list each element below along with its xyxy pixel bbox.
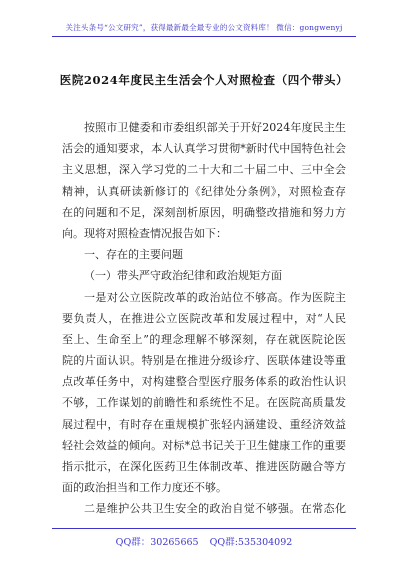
document-title: 医院2024年度民主生活会个人对照检查（四个带头） xyxy=(59,73,349,87)
footer-note xyxy=(0,534,408,548)
document-body xyxy=(62,117,346,520)
paragraph-line: 一是对公立医院改革的政治站位不够高。作为医院主 xyxy=(84,290,346,304)
paragraph-line: 按照市卫健委和市委组织部关于开好2024年度民主生 xyxy=(84,121,346,134)
paragraph-line: 点改革任务中，对构建整合型医疗服务体系的政治性认识 xyxy=(62,375,346,389)
section-heading: 一、存在的主要问题 xyxy=(84,248,183,262)
paragraph-line: 指示批示，在深化医药卫生体制改革、推进医防融合等方 xyxy=(62,460,346,473)
paragraph-line: 院的片面认识。特别是在推进分级诊疗、医联体建设等重 xyxy=(62,354,346,368)
header-divider xyxy=(52,36,356,37)
subsection-heading: （一）带头严守政治纪律和政治规矩方面 xyxy=(84,269,282,283)
paragraph-line: 精神，认真研读新修订的《纪律处分条例》，对照检查存 xyxy=(62,184,346,198)
qq-group-1: QQ群：30265665 xyxy=(115,537,199,548)
paragraph-line: 在的问题和不足，深刻剖析原因，明确整改措施和努力方 xyxy=(62,205,346,219)
paragraph-line: 活会的通知要求，本人认真学习贯彻*新时代中国特色社会 xyxy=(62,142,346,156)
paragraph-line: 向。现将对照检查情况报告如下： xyxy=(62,226,227,240)
paragraph-line: 至上、生命至上”的理念理解不够深刻，存在就医院论医 xyxy=(62,332,346,346)
paragraph-line: 展过程中，有时存在重规模扩张轻内涵建设、重经济效益 xyxy=(62,417,346,431)
paragraph-line: 二是维护公共卫生安全的政治自觉不够强。在常态化 xyxy=(84,502,346,516)
paragraph-line: 不够，工作谋划的前瞻性和系统性不足。在医院高质量发 xyxy=(62,396,346,410)
paragraph-line: 面的政治担当和工作力度还不够。 xyxy=(62,481,227,495)
paragraph-line: 主义思想，深入学习党的二十大和二十届二中、三中全会 xyxy=(62,163,346,177)
qq-group-2: QQ群:535304092 xyxy=(209,537,293,548)
paragraph-line: 要负责人，在推进公立医院改革和发展过程中，对“人民 xyxy=(62,311,346,325)
header-note: 关注头条号“公文研究”，获得最新最全最专业的公文资料库！ 微信：gongwenyj xyxy=(65,23,343,32)
paragraph-line: 轻社会效益的倾向。对标*总书记关于卫生健康工作的重要 xyxy=(62,438,346,452)
footer-divider xyxy=(52,528,356,529)
